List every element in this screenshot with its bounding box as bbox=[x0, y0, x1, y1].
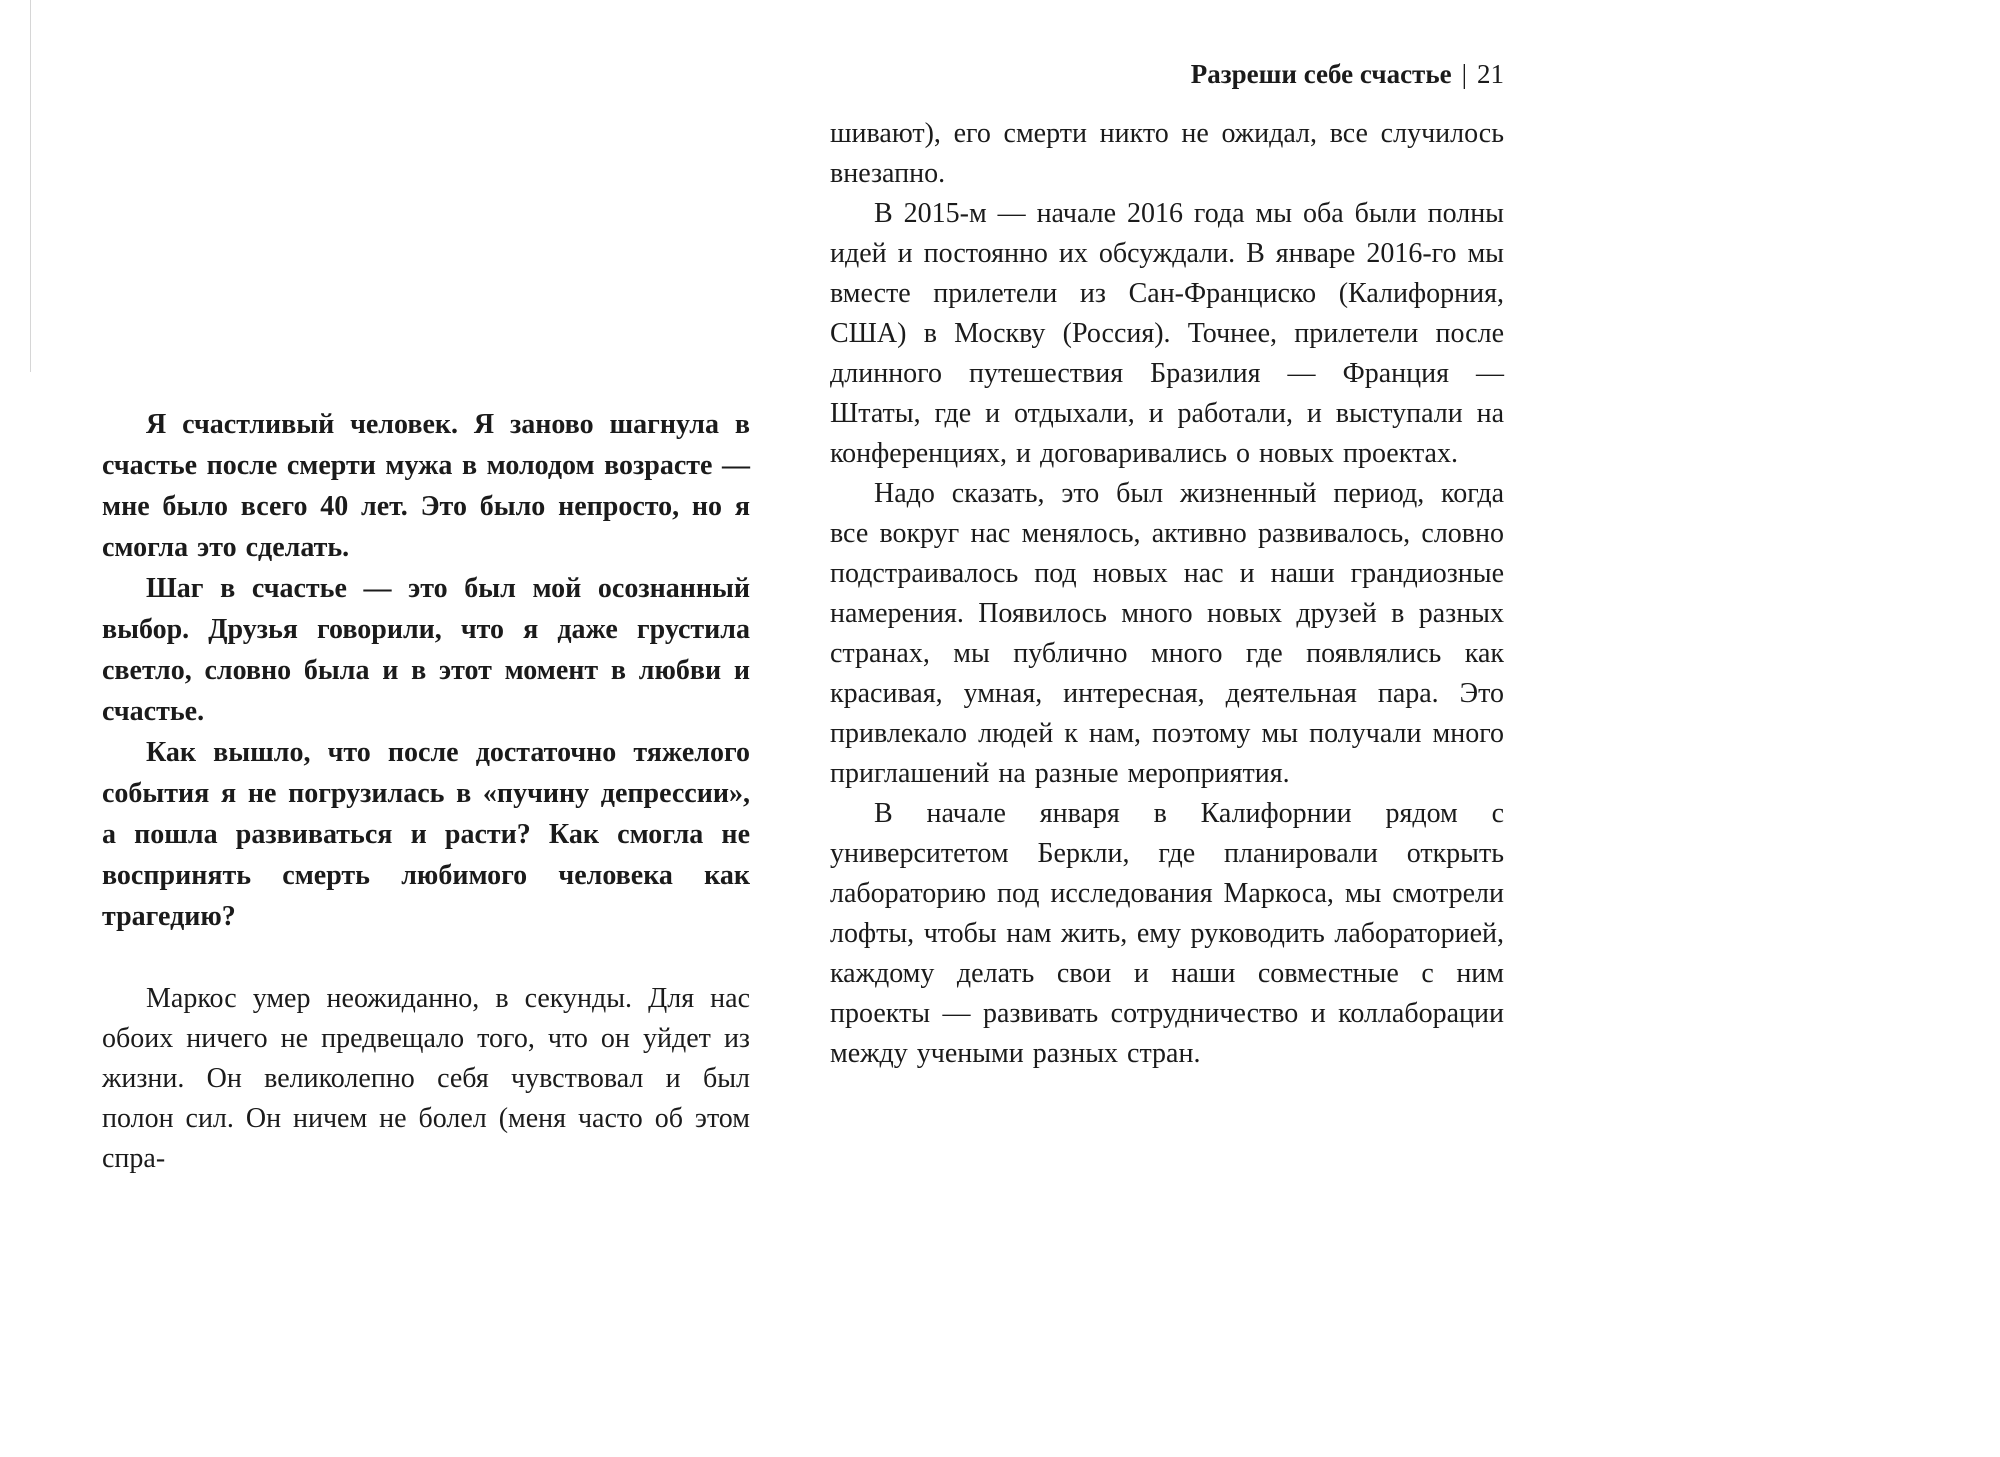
body-paragraph: Надо сказать, это был жизненный период, когда все вокруг нас менялось, активно развивалось, словно подстраивалось под новых нас и наши грандиозные намерения. Появилось много новых друзей в разных странах, мы публично много где появлялись как красивая, умная, интересная, деятельная пара. Это привлекало людей к нам, поэтому мы получали много приглашений на разные мероприятия. bbox=[830, 478, 1504, 789]
body-paragraph: Маркос умер неожиданно, в секунды. Для нас обоих ничего не предвещало того, что он уйдет из жизни. Он великолепно себя чувствовал и был полон сил. Он ничем не болел (меня часто об этом спра- bbox=[102, 983, 750, 1174]
right-page bbox=[830, 58, 1504, 1074]
left-page bbox=[102, 404, 750, 1179]
running-header bbox=[830, 58, 1504, 90]
lead-paragraph: Шаг в счастье — это был мой осознанный выбор. Друзья говорили, что я даже грустила светло, словно была и в этот момент в любви и счастье. bbox=[102, 573, 750, 727]
scan-edge-line bbox=[30, 0, 31, 372]
body-paragraph: В начале января в Калифорнии рядом с университетом Беркли, где планировали открыть лабораторию под исследования Маркоса, мы смотрели лофты, чтобы нам жить, ему руководить лабораторией, каждому делать свои и наши совместные с ним проекты — развивать сотрудничество и коллаборации между учеными разных стран. bbox=[830, 798, 1504, 1069]
page-number: 21 bbox=[1477, 59, 1504, 89]
lead-paragraph: Я счастливый человек. Я заново шагнула в счастье после смерти мужа в молодом возрасте — мне было всего 40 лет. Это было непросто, но я смогла это сделать. bbox=[102, 409, 750, 563]
running-header-separator: | bbox=[1461, 59, 1467, 89]
body-paragraph: В 2015-м — начале 2016 года мы оба были полны идей и постоянно их обсуждали. В январе 2016-го мы вместе прилетели из Сан-Франциско (Калифорния, США) в Москву (Россия). Точнее, прилетели после длинного путешествия Бразилия — Франция — Штаты, где и отдыхали, и работали, и выступали на конференциях, и договаривались о новых проектах. bbox=[830, 198, 1504, 469]
body-paragraph: шивают), его смерти никто не ожидал, все случилось внезапно. bbox=[830, 118, 1504, 189]
lead-paragraph: Как вышло, что после достаточно тяжелого события я не погрузилась в «пучину депрессии», а пошла развиваться и расти? Как смогла не воспринять смерть любимого человека как трагедию? bbox=[102, 737, 750, 932]
running-header-title: Разреши себе счастье bbox=[1190, 59, 1452, 89]
